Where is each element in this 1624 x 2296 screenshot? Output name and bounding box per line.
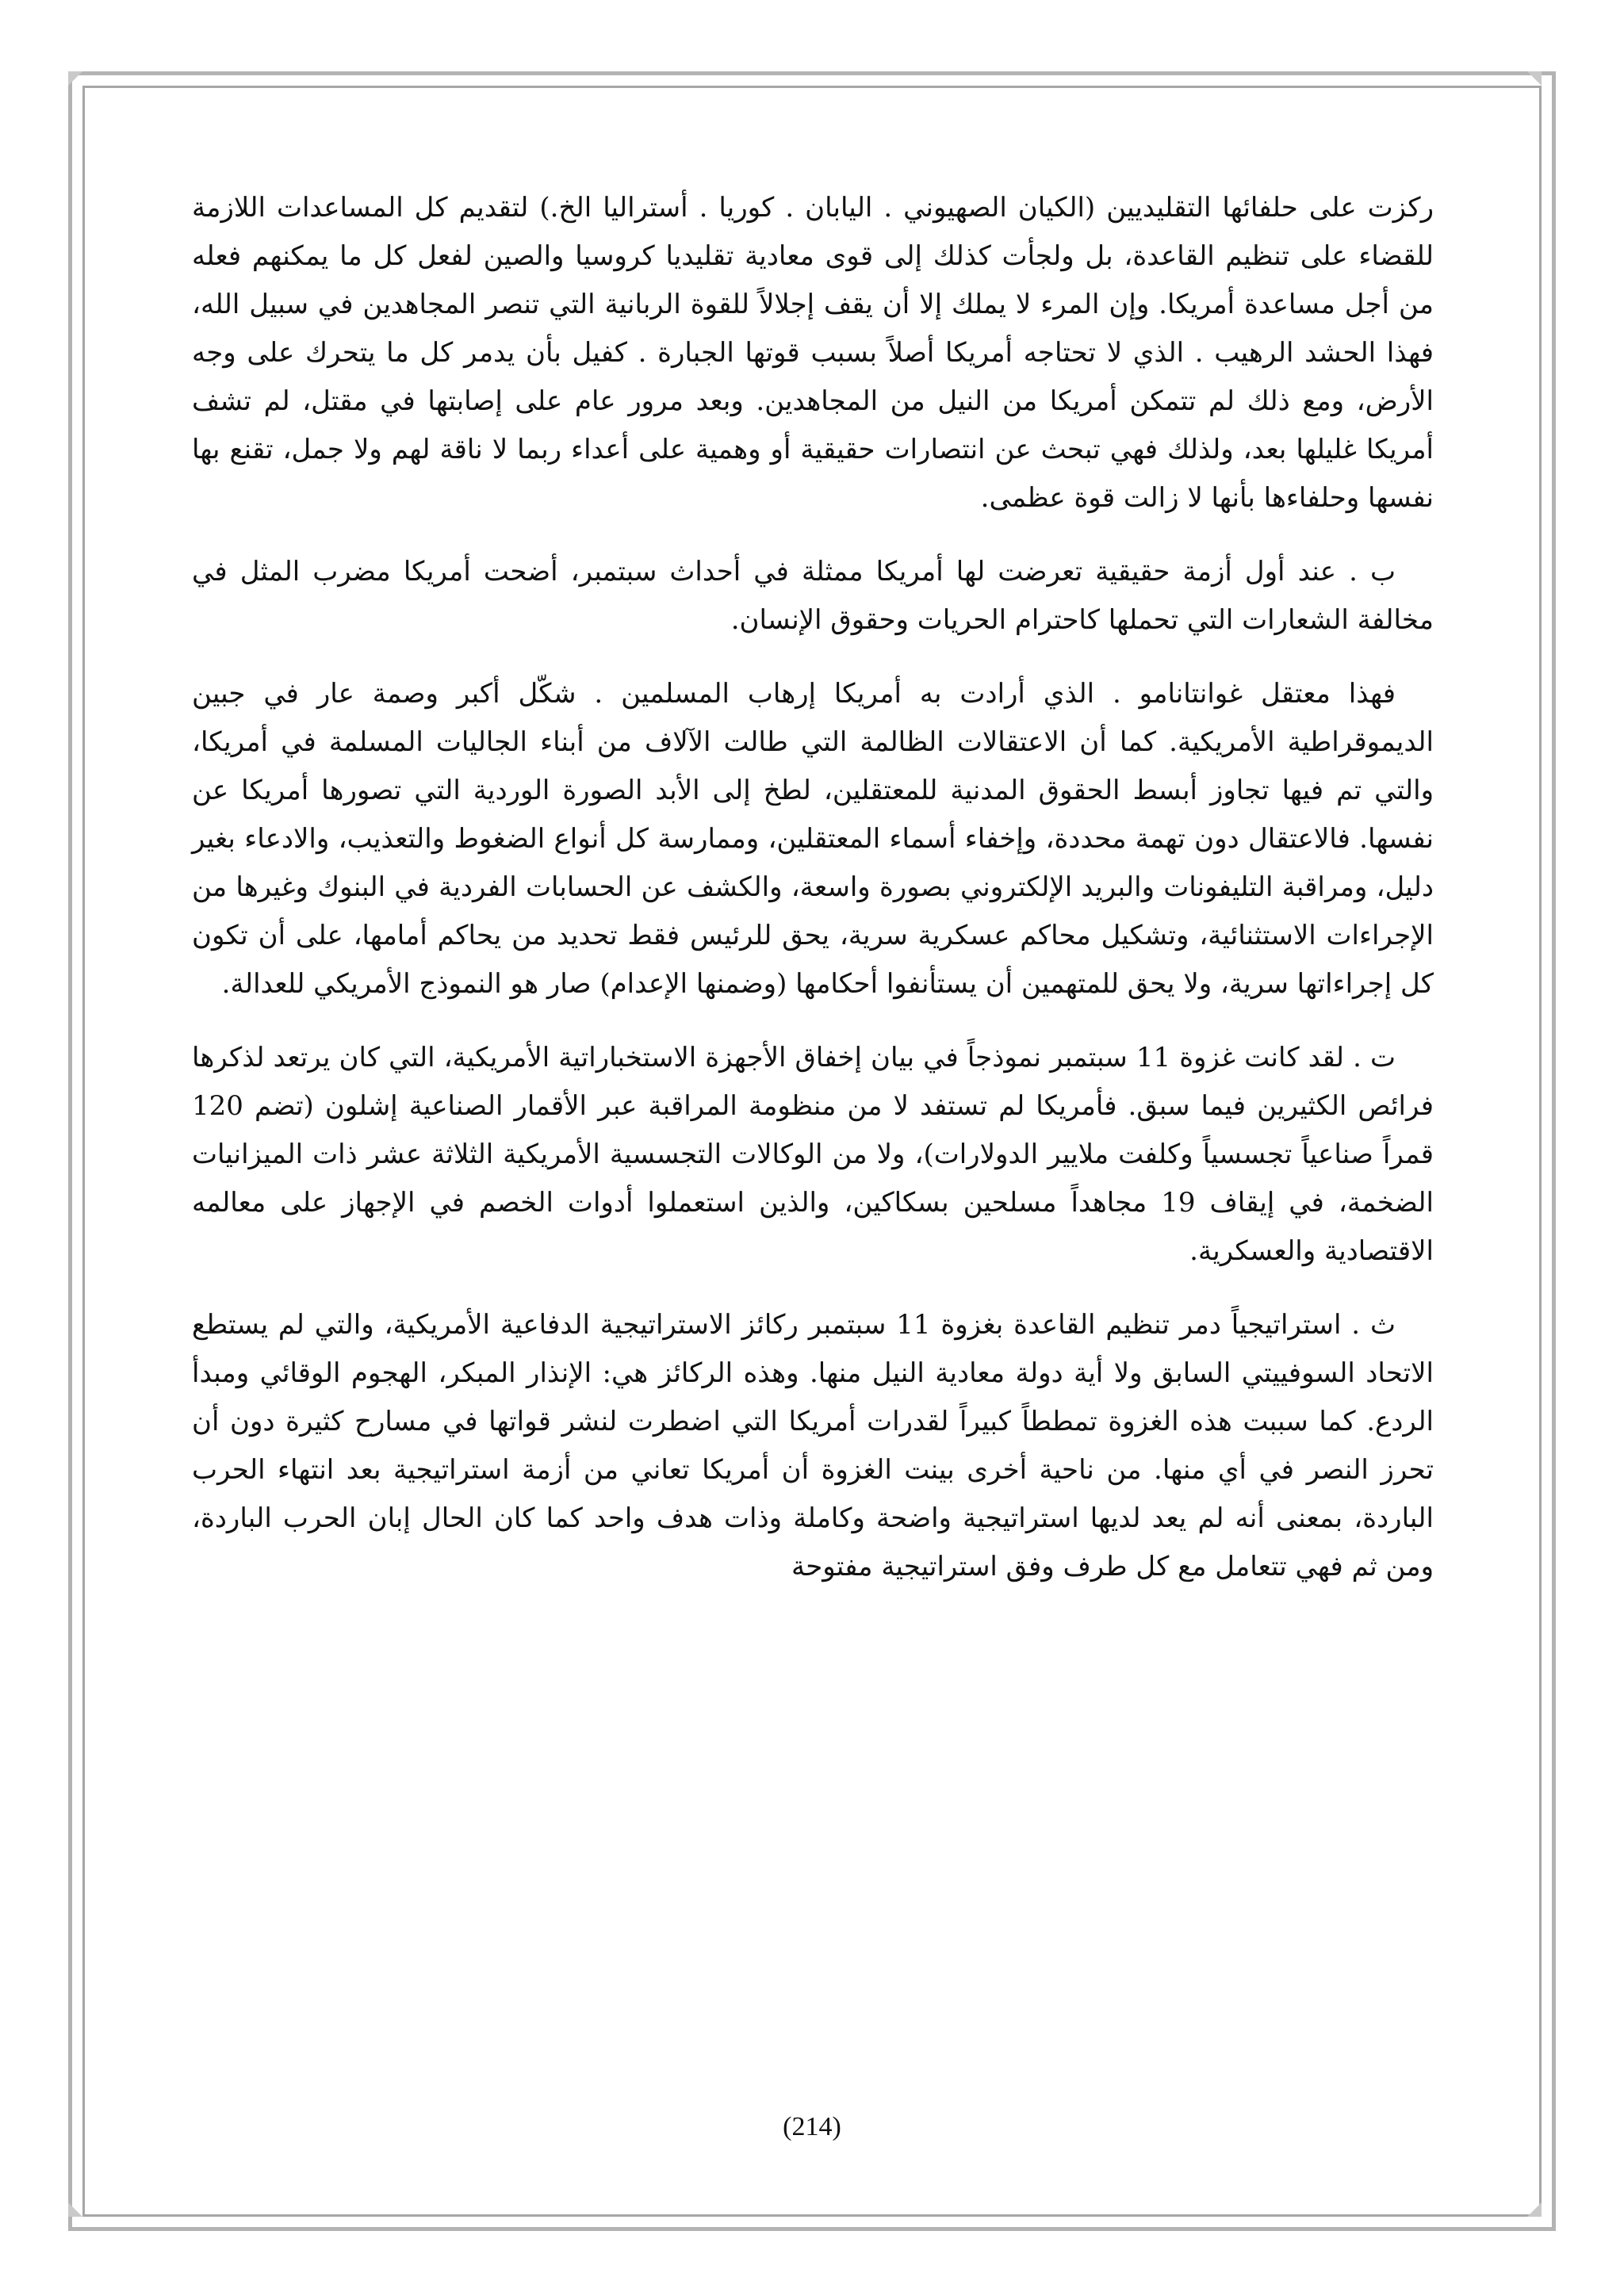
border-corner-top-right (1527, 71, 1542, 86)
paragraph-tha: ث . استراتيجياً دمر تنظيم القاعدة بغزوة 11 سبتمبر ركائز الاستراتيجية الدفاعية الأمريكية، والتي لم يستطع الاتحاد السوفييتي السابق ولا أية دولة معادية النيل منها. وهذه الركائز هي: الإنذار المبكر، الهجوم الوقائي ومبدأ الردع. كما سببت هذه الغزوة تمططاً كبيراً لقدرات أمريكا التي اضطرت لنشر قواتها في مسارح كثيرة دون أن تحرز النصر في أي منها. من ناحية أخرى بينت الغزوة أن أمريكا تعاني من أزمة استراتيجية بعد انتهاء الحرب الباردة، بمعنى أنه لم يعد لديها استراتيجية واضحة وكاملة وذات هدف واحد كما كان الحال إبان الحرب الباردة، ومن ثم فهي تتعامل مع كل طرف وفق استراتيجية مفتوحة (192, 1309, 1434, 1582)
paragraph-continuation: ركزت على حلفائها التقليديين (الكيان الصهيوني . اليابان . كوريا . أستراليا الخ.) لتقديم كل المساعدات اللازمة للقضاء على تنظيم القاعدة، بل ولجأت كذلك إلى قوى معادية تقليديا كروسيا والصين لفعل كل ما يمكنهم فعله من أجل مساعدة أمريكا. وإن المرء لا يملك إلا أن يقف إجلالاً للقوة الربانية التي تنصر المجاهدين في سبيل الله، فهذا الحشد الرهيب . الذي لا تحتاجه أمريكا أصلاً بسبب قوتها الجبارة . كفيل بأن يدمر كل ما يتحرك على وجه الأرض، ومع ذلك لم تتمكن أمريكا من النيل من المجاهدين. وبعد مرور عام على إصابتها في مقتل، لم تشف أمريكا غليلها بعد، ولذلك فهي تبحث عن انتصارات حقيقية أو وهمية على أعداء ربما لا ناقة لهم ولا جمل، تقنع بها نفسها وحلفاءها بأنها لا زالت قوة عظمى. (192, 192, 1434, 514)
paragraph-ta: ت . لقد كانت غزوة 11 سبتمبر نموذجاً في بيان إخفاق الأجهزة الاستخباراتية الأمريكية، التي كان يرتعد لذكرها فرائص الكثيرين فيما سبق. فأمريكا لم تستفد لا من منظومة المراقبة عبر الأقمار الصناعية إشلون (تضم 120 قمراً صناعياً تجسسياً وكلفت ملايير الدولارات)، ولا من الوكالات التجسسية الأمريكية الثلاثة عشر ذات الميزانيات الضخمة، في إيقاف 19 مجاهداً مسلحين بسكاكين، والذين استعملوا أدوات الخصم في الإجهاز على معالمه الاقتصادية والعسكرية. (192, 1042, 1434, 1267)
border-corner-top-left (68, 71, 82, 86)
border-corner-bottom-left (68, 2202, 82, 2217)
paragraph-ba: ب . عند أول أزمة حقيقية تعرضت لها أمريكا ممثلة في أحداث سبتمبر، أضحت أمريكا مضرب المثل في مخالفة الشعارات التي تحملها كاحترام الحريات وحقوق الإنسان. (192, 556, 1434, 636)
border-corner-bottom-right (1527, 2202, 1542, 2217)
page-number: (214) (783, 2112, 841, 2141)
paragraph-guantanamo: فهذا معتقل غوانتانامو . الذي أرادت به أمريكا إرهاب المسلمين . شكّل أكبر وصمة عار في جبين الديموقراطية الأمريكية. كما أن الاعتقالات الظالمة التي طالت الآلاف من أبناء الجاليات المسلمة في أمريكا، والتي تم فيها تجاوز أبسط الحقوق المدنية للمعتقلين، لطخ إلى الأبد الصورة الوردية التي تصورها أمريكا عن نفسها. فالاعتقال دون تهمة محددة، وإخفاء أسماء المعتقلين، وممارسة كل أنواع الضغوط والتعذيب، والادعاء بغير دليل، ومراقبة التليفونات والبريد الإلكتروني بصورة واسعة، والكشف عن الحسابات الفردية في البنوك وغيرها من الإجراءات الاستثنائية، وتشكيل محاكم عسكرية سرية، يحق للرئيس فقط تحديد من يحاكم أمامها، على أن تكون كل إجراءاتها سرية، ولا يحق للمتهمين أن يستأنفوا أحكامها (وضمنها الإعدام) صار هو النموذج الأمريكي للعدالة. (192, 678, 1434, 1000)
page-body (192, 184, 1434, 1617)
